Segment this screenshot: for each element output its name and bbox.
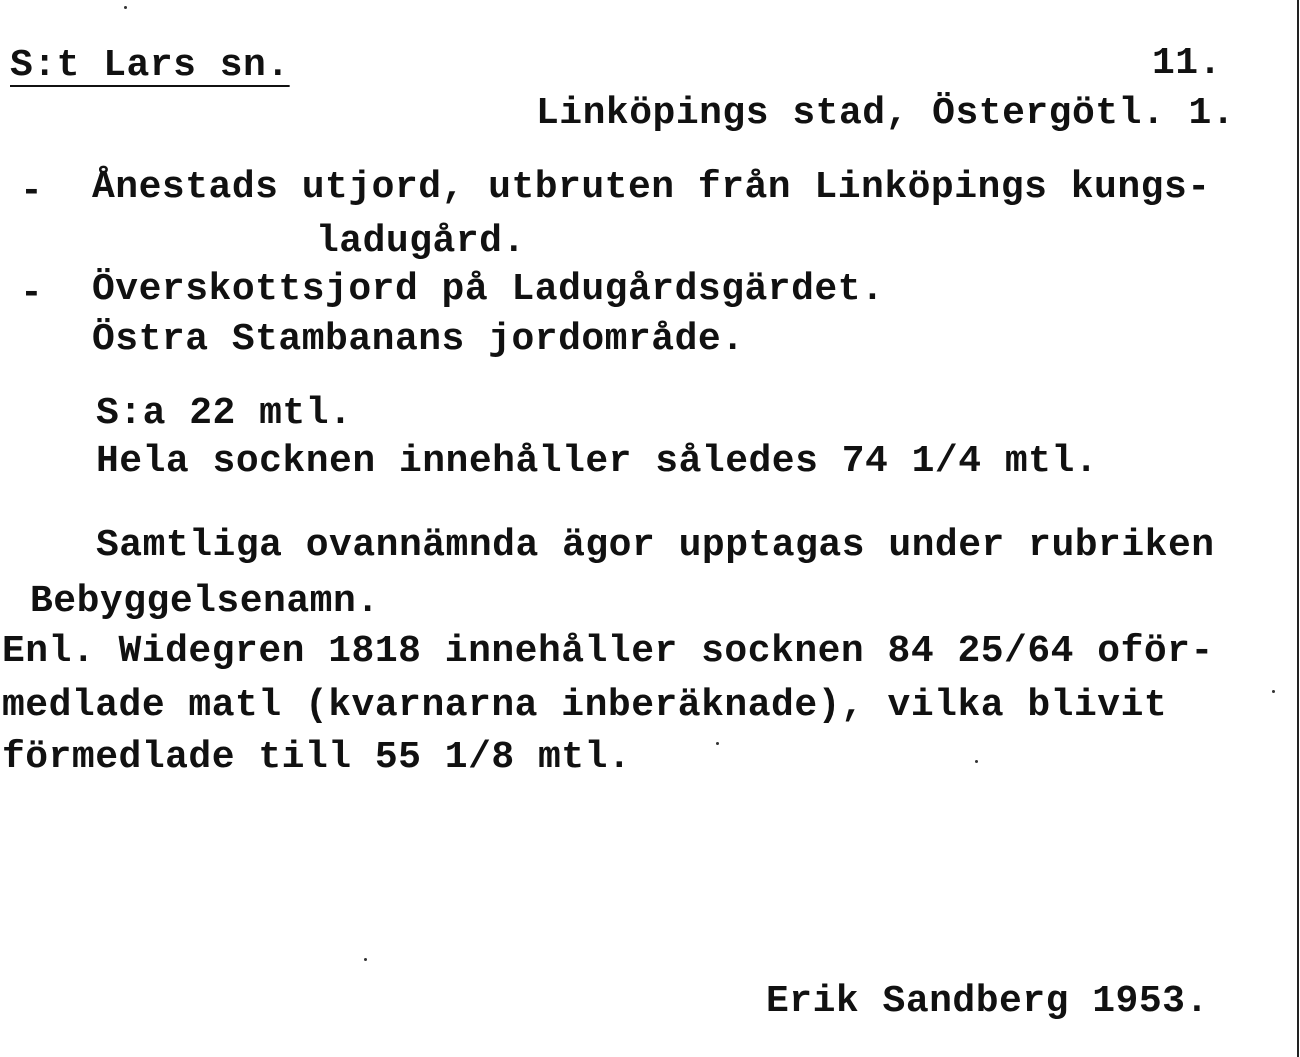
- widegren-line-3: förmedlade till 55 1/8 mtl.: [2, 736, 632, 779]
- note-line-1: Samtliga ovannämnda ägor upptagas under rubriken: [96, 524, 1215, 567]
- sum-line: S:a 22 mtl.: [96, 392, 353, 435]
- scan-speck: [364, 958, 367, 961]
- location-heading: Linköpings stad, Östergötl. 1.: [536, 92, 1236, 135]
- scan-speck: [716, 742, 719, 745]
- scan-speck: [975, 760, 978, 763]
- total-line: Hela socknen innehåller således 74 1/4 mtl.: [96, 440, 1099, 483]
- item-2-line: Överskottsjord på Ladugårdsgärdet.: [92, 268, 885, 311]
- item-3-line: Östra Stambanans jordområde.: [92, 318, 745, 361]
- parish-heading: S:t Lars sn.: [10, 44, 290, 87]
- item-1-line-1: Ånestads utjord, utbruten från Linköpings kungs-: [92, 166, 1211, 209]
- item-bullet: -: [20, 170, 43, 213]
- item-bullet: -: [20, 272, 43, 315]
- item-1-line-2: ladugård.: [316, 220, 526, 263]
- note-line-2: Bebyggelsenamn.: [30, 580, 380, 623]
- signature: Erik Sandberg 1953.: [766, 980, 1209, 1023]
- widegren-line-1: Enl. Widegren 1818 innehåller socknen 84 25/64 oför-: [2, 630, 1214, 673]
- scan-speck: [1272, 690, 1275, 693]
- card-number: 11.: [1152, 42, 1222, 85]
- widegren-line-2: medlade matl (kvarnarna inberäknade), vilka blivit: [2, 684, 1168, 727]
- card-right-edge: [1297, 0, 1299, 1057]
- scan-speck: [124, 6, 127, 9]
